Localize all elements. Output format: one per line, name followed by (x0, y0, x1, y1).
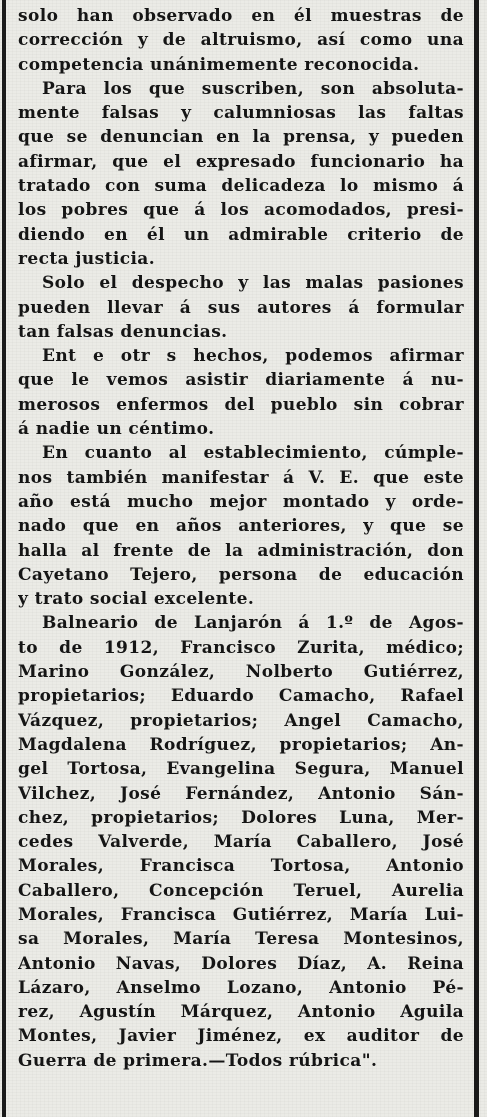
article-line: Solo el despecho y las malas pasiones (42, 273, 464, 294)
article-line: gel Tortosa, Evangelina Segura, Manuel (18, 759, 464, 780)
article-line: Antonio Navas, Dolores Díaz, A. Reina (18, 953, 464, 974)
article-line: chez, propietarios; Dolores Luna, Mer- (18, 807, 464, 828)
article-line: tratado con suma delicadeza lo mismo á (18, 176, 464, 197)
article-line: á nadie un céntimo. (18, 419, 215, 440)
article-line: recta justicia. (18, 248, 156, 269)
article-line: año está mucho mejor montado y orde- (18, 491, 464, 512)
article-line: to de 1912, Francisco Zurita, médico; (18, 637, 464, 658)
article-line: afirmar, que el expresado funcionario ha (18, 151, 464, 172)
article-line: corrección y de altruismo, así como una (18, 30, 464, 51)
article-line: Cayetano Tejero, persona de educación (18, 564, 464, 585)
article-line: Ent e otr s hechos, podemos afirmar (42, 346, 464, 367)
article-line: nos también manifestar á V. E. que este (18, 467, 464, 488)
article-line: diendo en él un admirable criterio de (18, 224, 464, 245)
article-line: mente falsas y calumniosas las faltas (18, 103, 464, 124)
article-line: nado que en años anteriores, y que se (18, 516, 464, 537)
article-line: competencia unánimemente reconocida. (18, 54, 420, 75)
article-line: Vilchez, José Fernández, Antonio Sán- (18, 783, 464, 804)
article-line: Balneario de Lanjarón á 1.º de Agos- (42, 613, 464, 634)
article-line: sa Morales, María Teresa Montesinos, (18, 929, 464, 950)
article-line: rez, Agustín Márquez, Antonio Aguila (18, 1002, 464, 1023)
article-line: Montes, Javier Jiménez, ex auditor de (18, 1026, 464, 1047)
article-line: Para los que suscriben, son absoluta- (42, 78, 464, 99)
article-line: Lázaro, Anselmo Lozano, Antonio Pé- (18, 977, 464, 998)
article-line: propietarios; Eduardo Camacho, Rafael (18, 686, 464, 707)
left-column-rule (2, 0, 6, 1117)
article-line: los pobres que á los acomodados, presi- (18, 200, 464, 221)
article-column (18, 4, 464, 1073)
article-line: halla al frente de la administración, don (18, 540, 464, 561)
article-line: merosos enfermos del pueblo sin cobrar (18, 394, 464, 415)
article-line: cedes Valverde, María Caballero, José (18, 832, 464, 853)
right-column-rule (474, 0, 479, 1117)
article-line: que se denuncian en la prensa, y pueden (18, 127, 464, 148)
article-line: tan falsas denuncias. (18, 321, 228, 342)
article-line: Vázquez, propietarios; Angel Camacho, (18, 710, 464, 731)
article-line: Magdalena Rodríguez, propietarios; An- (18, 734, 464, 755)
article-line: Morales, Francisca Gutiérrez, María Lui- (18, 904, 464, 925)
article-line: pueden llevar á sus autores á formular (18, 297, 464, 318)
article-line: Caballero, Concepción Teruel, Aurelia (18, 880, 464, 901)
article-line: Marino González, Nolberto Gutiérrez, (18, 662, 464, 683)
article-line: Morales, Francisca Tortosa, Antonio (18, 856, 464, 877)
article-line: y trato social excelente. (18, 589, 255, 610)
article-line: que le vemos asistir diariamente á nu- (18, 370, 464, 391)
article-line: Guerra de primera.—Todos rúbrica". (18, 1050, 378, 1071)
article-line: En cuanto al establecimiento, cúmple- (42, 443, 464, 464)
article-line: solo han observado en él muestras de (18, 6, 464, 26)
